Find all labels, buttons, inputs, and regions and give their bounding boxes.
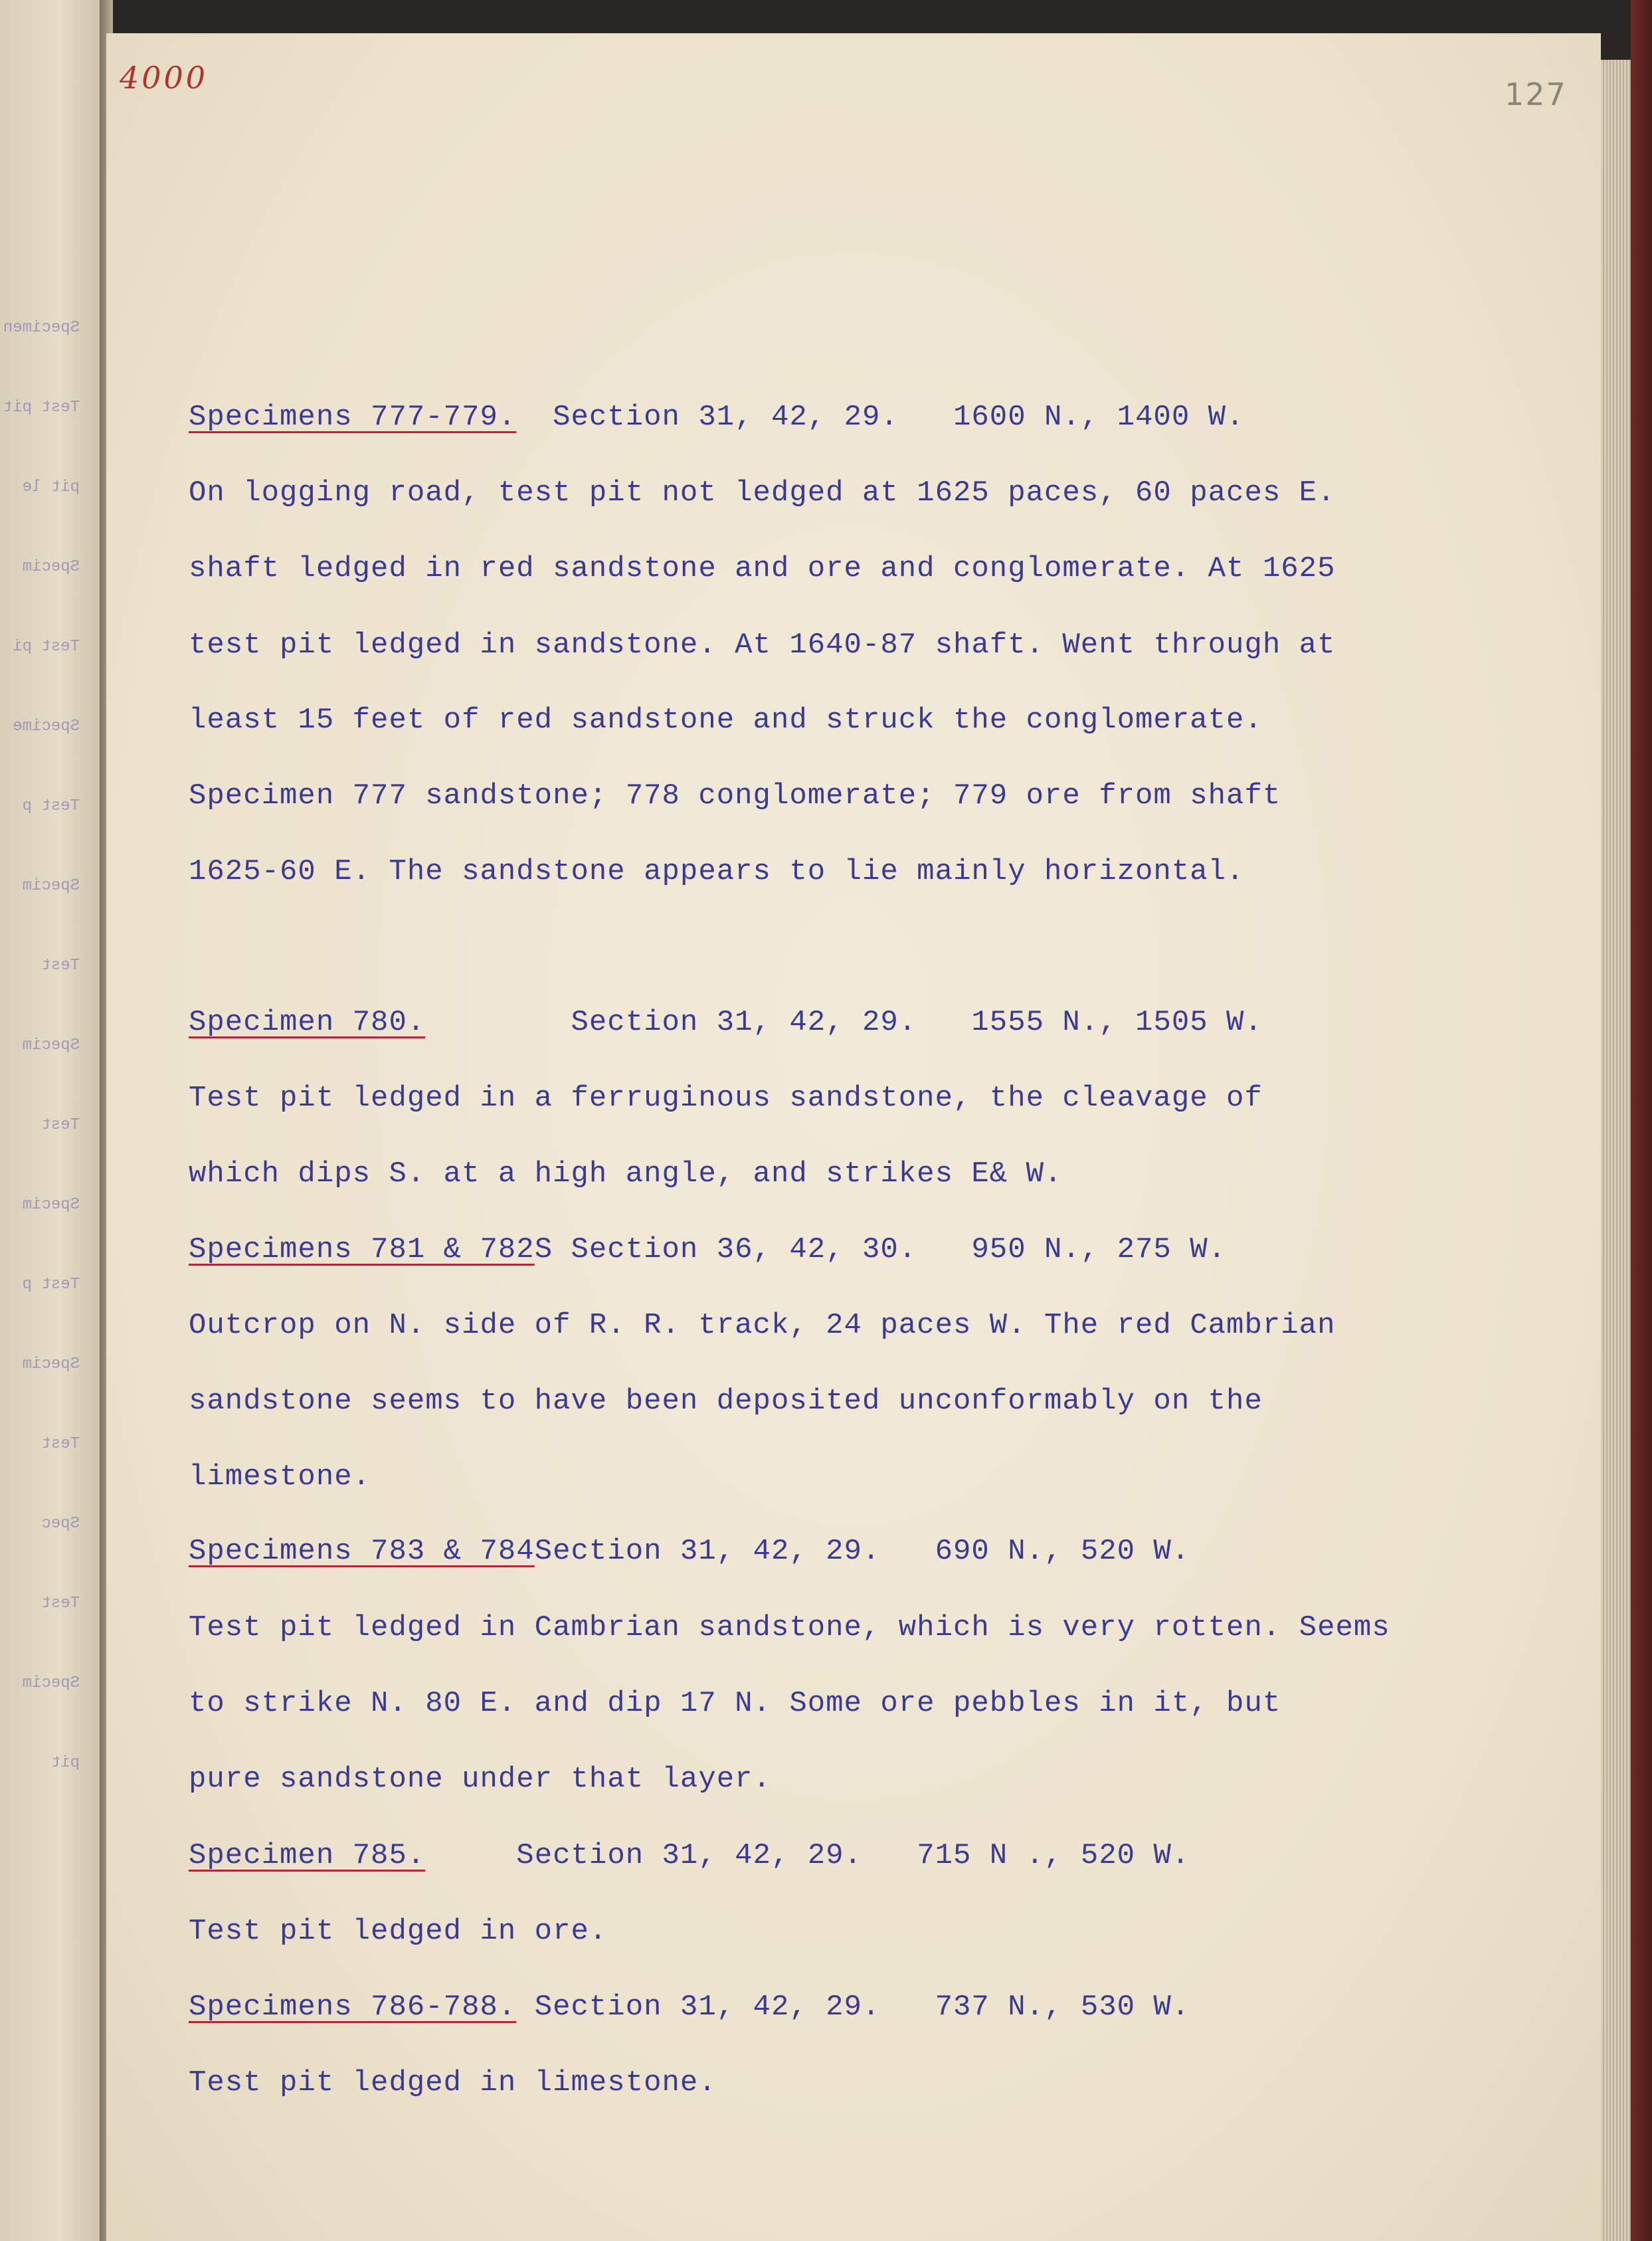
facing-page-bleed: Specim <box>22 558 80 576</box>
page-number: 127 <box>1505 76 1567 112</box>
entry-header <box>189 1839 1190 1872</box>
entry-header <box>189 1991 1190 2024</box>
specimen-heading: Specimens 783 & 784 <box>189 1535 535 1568</box>
facing-page-bleed: pit <box>50 1754 80 1772</box>
facing-page-bleed: Test <box>41 957 80 975</box>
handwritten-number: 4000 <box>120 60 209 96</box>
entry-header <box>189 1535 1190 1568</box>
facing-page-bleed: Specim <box>22 1196 80 1214</box>
entry-line: Specimen 777 sandstone; 778 conglomerate; 779 ore from shaft <box>189 779 1281 813</box>
book-cover-edge <box>1631 0 1652 2241</box>
page-edges <box>1601 60 1631 2241</box>
facing-page-bleed: Specimen <box>3 319 80 337</box>
entry-line: to strike N. 80 E. and dip 17 N. Some ore pebbles in it, but <box>189 1687 1281 1720</box>
location: Section 31, 42, 29. 737 N., 530 W. <box>534 1991 1190 2024</box>
specimen-heading: Specimens 781 & 782 <box>189 1233 535 1266</box>
entry-line: which dips S. at a high angle, and strikes E& W. <box>189 1157 1063 1191</box>
location: Section 31, 42, 29. 1600 N., 1400 W. <box>553 401 1245 434</box>
entry-line: limestone. <box>189 1460 371 1494</box>
entry-line: sandstone seems to have been deposited unconformably on the <box>189 1385 1263 1418</box>
entry-line: On logging road, test pit not ledged at 1625 paces, 60 paces E. <box>189 476 1336 510</box>
facing-page-bleed: Specim <box>22 1036 80 1054</box>
entry-line: Test pit ledged in ore. <box>189 1915 608 1948</box>
facing-page-bleed: pit le <box>22 478 80 496</box>
specimen-heading: Specimen 780. <box>189 1006 426 1039</box>
location: Section 31, 42, 29. 715 N ., 520 W. <box>516 1839 1190 1872</box>
location: Section 31, 42, 29. 1555 N., 1505 W. <box>571 1006 1263 1039</box>
location: S Section 36, 42, 30. 950 N., 275 W. <box>534 1233 1227 1266</box>
facing-page-bleed: Test <box>41 1595 80 1612</box>
entry-line: pure sandstone under that layer. <box>189 1763 771 1796</box>
specimen-heading: Specimen 785. <box>189 1839 426 1872</box>
entry-header <box>189 1006 1263 1039</box>
entry-line: test pit ledged in sandstone. At 1640-87 shaft. Went through at <box>189 629 1336 662</box>
facing-page-bleed: Test pi <box>13 638 80 656</box>
facing-page-bleed: Test p <box>22 797 80 815</box>
notebook-page <box>106 33 1601 2241</box>
entry-header <box>189 1233 1226 1266</box>
facing-page-bleed: Test <box>41 1116 80 1134</box>
facing-page-bleed: Test p <box>22 1276 80 1294</box>
entry-line: 1625-60 E. The sandstone appears to lie mainly horizontal. <box>189 855 1245 888</box>
entry-line: shaft ledged in red sandstone and ore and conglomerate. At 1625 <box>189 552 1336 585</box>
facing-page-bleed: Specime <box>13 718 80 735</box>
entry-line: least 15 feet of red sandstone and struck the conglomerate. <box>189 704 1263 737</box>
facing-page-bleed: Test <box>41 1435 80 1453</box>
facing-page-bleed: Specim <box>22 1674 80 1692</box>
location: Section 31, 42, 29. 690 N., 520 W. <box>534 1535 1190 1568</box>
specimen-heading: Specimens 786-788. <box>189 1991 517 2024</box>
facing-page-bleed: Specim <box>22 877 80 895</box>
entry-header <box>189 401 1244 434</box>
specimen-heading: Specimens 777-779. <box>189 401 517 434</box>
facing-page-bleed: Test pit <box>3 399 80 417</box>
facing-page-bleed: Specim <box>22 1355 80 1373</box>
entry-line: Test pit ledged in a ferruginous sandstone, the cleavage of <box>189 1082 1263 1115</box>
entry-line: Test pit ledged in Cambrian sandstone, which is very rotten. Seems <box>189 1611 1390 1644</box>
entry-line: Outcrop on N. side of R. R. track, 24 paces W. The red Cambrian <box>189 1309 1336 1342</box>
entry-line: Test pit ledged in limestone. <box>189 2066 717 2099</box>
facing-page <box>0 0 100 2241</box>
facing-page-bleed: Spec <box>41 1515 80 1533</box>
